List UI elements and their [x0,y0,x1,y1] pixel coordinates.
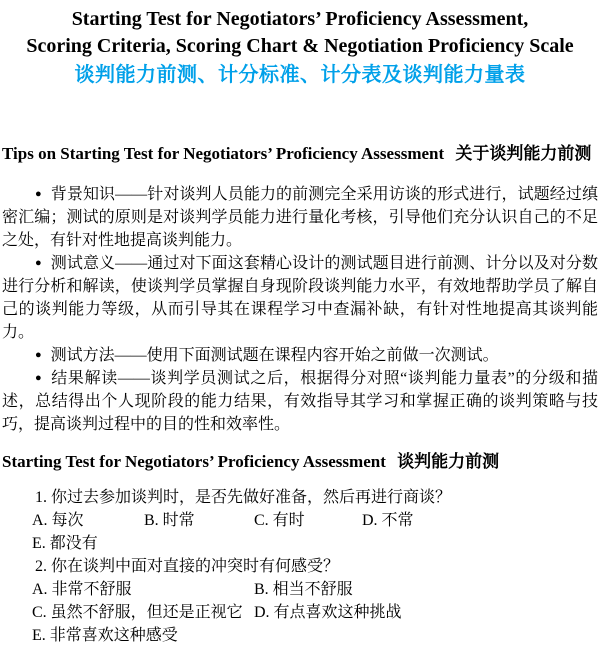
question-1-option-e: E. 都没有 [32,535,98,552]
question-2-option-e: E. 非常喜欢这种感受 [32,627,178,644]
tips-heading-english: Tips on Starting Test for Negotiators’ Proficiency Assessment [2,144,445,163]
question-1-text: 1. 你过去参加谈判时，是否先做好准备，然后再进行商谈？ [35,489,452,506]
tips-bullet-results [2,367,598,436]
question-2-text: 2. 你在谈判中面对直接的冲突时有何感受？ [35,558,340,575]
question-1 [2,486,598,555]
question-1-options-row [2,509,598,532]
bullet-icon: ● [35,257,42,269]
test-section-heading [2,451,598,473]
question-2-option-c: C. 虽然不舒服，但还是正视它 [32,604,243,621]
question-2-option-a: A. 非常不舒服 [32,581,132,598]
tips-bullet-results-text: 结果解读——谈判学员测试之后，根据得分对照“谈判能力量表”的分级和描述，总结得出个人现阶段的能力结果，有效指导其学习和掌握正确的谈判策略与技巧，提高谈判过程中的目的性和效率性。 [2,370,598,433]
question-1-option-c: C. 有时 [254,512,305,529]
question-1-option-b: B. 时常 [144,512,195,529]
question-2-option-b: B. 相当不舒服 [254,581,353,598]
test-heading-chinese: 谈判能力前测 [397,452,500,472]
tips-section-heading [2,143,598,165]
tips-bullet-method-text: 测试方法——使用下面测试题在课程内容开始之前做一次测试。 [50,347,499,364]
document-title-block [2,6,598,87]
question-2-options-grid [2,578,598,647]
question-2-option-d: D. 有点喜欢这种挑战 [254,604,402,621]
title-line-chinese: 谈判能力前测、计分标准、计分表及谈判能力量表 [74,62,526,86]
title-line-1: Starting Test for Negotiators’ Proficiency Assessment, [71,8,529,30]
tips-bullet-meaning [2,252,598,344]
test-heading-english: Starting Test for Negotiators’ Proficiency Assessment [2,452,386,471]
title-line-2: Scoring Criteria, Scoring Chart & Negotiation Proficiency Scale [26,35,574,57]
tips-heading-chinese: 关于谈判能力前测 [455,144,592,164]
bullet-icon: ● [35,188,42,200]
question-1-option-a: A. 每次 [32,512,84,529]
tips-bullet-background-text: 背景知识——针对谈判人员能力的前测完全采用访谈的形式进行，试题经过缜密汇编；测试的原则是对谈判学员能力进行量化考核，引导他们充分认识自己的不足之处，有针对性地提高谈判能力。 [2,186,598,249]
bullet-icon: ● [35,349,42,361]
question-2 [2,555,598,647]
tips-bullet-background [2,183,598,252]
question-1-option-d: D. 不常 [362,512,414,529]
tips-bullet-method [2,344,598,367]
tips-bullet-meaning-text: 测试意义——通过对下面这套精心设计的测试题目进行前测、计分以及对分数进行分析和解读，使谈判学员掌握自身现阶段谈判能力水平，有效地帮助学员了解自己的谈判能力等级，从而引导其在课程学习中查漏补缺，有针对性地提高其谈判能力。 [2,255,598,341]
tips-body [2,183,598,436]
bullet-icon: ● [35,372,43,384]
